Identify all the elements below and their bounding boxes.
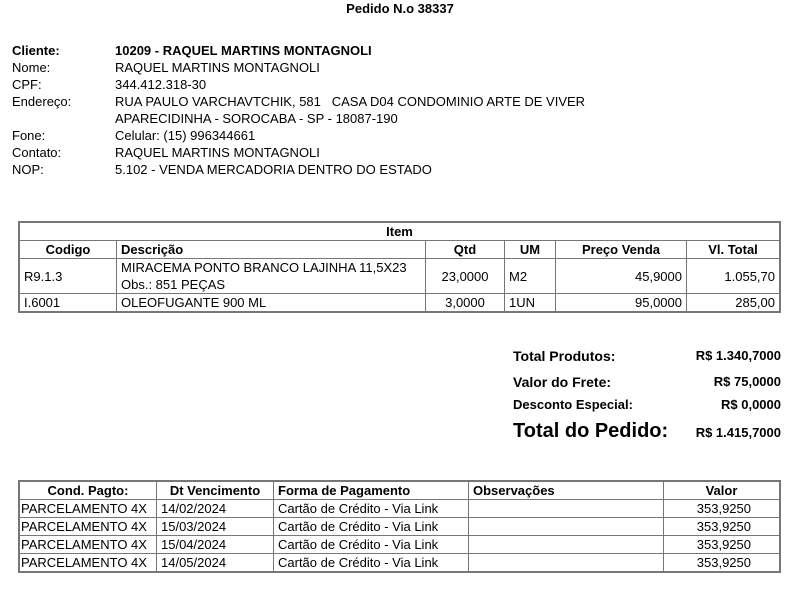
description: MIRACEMA PONTO BRANCO LAJINHA 11,5X23 [121, 260, 407, 275]
value: R$ 1.415,7000 [695, 425, 781, 440]
col-header: Vl. Total [687, 241, 781, 259]
cell-cond: PARCELAMENTO 4X [19, 554, 157, 573]
cell-valor: 353,9250 [664, 554, 781, 573]
value: R$ 1.340,7000 [695, 348, 781, 363]
cell-qtd: 3,0000 [426, 294, 505, 313]
col-header: Descrição [117, 241, 426, 259]
field-label: NOP: [12, 162, 44, 177]
items-caption: Item [19, 222, 780, 241]
cell-cond: PARCELAMENTO 4X [19, 536, 157, 554]
col-header: UM [505, 241, 556, 259]
cell-valor: 353,9250 [664, 500, 781, 518]
field-value: RAQUEL MARTINS MONTAGNOLI [115, 145, 320, 160]
cell-dt: 15/04/2024 [157, 536, 274, 554]
field-value: 344.412.318-30 [115, 77, 207, 92]
cell-obs [469, 500, 664, 518]
table-row [19, 500, 780, 518]
cell-preco: 95,0000 [556, 294, 687, 313]
desconto-especial [513, 397, 781, 412]
cell-dt: 14/05/2024 [157, 554, 274, 573]
cell-descricao [117, 259, 426, 294]
client-row [12, 144, 585, 161]
client-row [12, 76, 585, 93]
cell-um: 1UN [505, 294, 556, 313]
cell-codigo: I.6001 [19, 294, 117, 313]
field-value: RUA PAULO VARCHAVTCHIK, 581 CASA D04 CONDOMINIO ARTE DE VIVER [115, 94, 586, 109]
cell-um: M2 [505, 259, 556, 294]
field-label: Cliente: [12, 43, 60, 58]
col-header: Observações [469, 481, 664, 500]
field-value: 5.102 - VENDA MERCADORIA DENTRO DO ESTADO [115, 162, 432, 177]
cell-cond: PARCELAMENTO 4X [19, 518, 157, 536]
client-info [12, 42, 585, 178]
client-row [12, 110, 585, 127]
field-label: Fone: [12, 128, 46, 143]
field-label: Nome: [12, 60, 51, 75]
cell-codigo: R9.1.3 [19, 259, 117, 294]
col-header: Preço Venda [556, 241, 687, 259]
total-produtos [513, 348, 781, 364]
label: Desconto Especial: [513, 397, 633, 412]
client-row [12, 42, 585, 59]
col-header: Dt Vencimento [157, 481, 274, 500]
field-value: RAQUEL MARTINS MONTAGNOLI [115, 60, 320, 75]
client-row [12, 127, 585, 144]
observation: Obs.: 851 PEÇAS [121, 277, 226, 292]
label: Total do Pedido: [513, 420, 669, 442]
field-value: Celular: (15) 996344661 [115, 128, 256, 143]
field-label: Contato: [12, 145, 62, 160]
field-label [12, 110, 115, 127]
cell-obs [469, 518, 664, 536]
col-header: Codigo [19, 241, 117, 259]
col-header: Valor [664, 481, 781, 500]
cell-total: 285,00 [687, 294, 781, 313]
cell-obs [469, 554, 664, 573]
client-row [12, 161, 585, 178]
cell-forma: Cartão de Crédito - Via Link [274, 554, 469, 573]
page-title: Pedido N.o 38337 [346, 1, 454, 16]
cell-descricao: OLEOFUGANTE 900 ML [117, 294, 426, 313]
table-row [19, 554, 780, 573]
field-value: 10209 - RAQUEL MARTINS MONTAGNOLI [115, 43, 372, 58]
cell-total: 1.055,70 [687, 259, 781, 294]
cell-preco: 45,9000 [556, 259, 687, 294]
table-row [19, 294, 780, 313]
cell-dt: 14/02/2024 [157, 500, 274, 518]
col-header: Cond. Pagto: [19, 481, 157, 500]
cell-dt: 15/03/2024 [157, 518, 274, 536]
col-header: Forma de Pagamento [274, 481, 469, 500]
cell-forma: Cartão de Crédito - Via Link [274, 518, 469, 536]
table-row [19, 259, 780, 294]
field-label: CPF: [12, 77, 42, 92]
client-row [12, 93, 585, 110]
field-label: Endereço: [12, 94, 72, 109]
payments-table [18, 480, 781, 573]
value: R$ 75,0000 [713, 374, 781, 389]
total-pedido [513, 420, 781, 443]
items-table [18, 221, 781, 313]
cell-forma: Cartão de Crédito - Via Link [274, 500, 469, 518]
col-header: Qtd [426, 241, 505, 259]
value: R$ 0,0000 [721, 397, 781, 412]
cell-cond: PARCELAMENTO 4X [19, 500, 157, 518]
cell-valor: 353,9250 [664, 536, 781, 554]
cell-obs [469, 536, 664, 554]
cell-forma: Cartão de Crédito - Via Link [274, 536, 469, 554]
label: Total Produtos: [513, 348, 616, 364]
field-value: APARECIDINHA - SOROCABA - SP - 18087-190 [115, 111, 398, 126]
table-row [19, 518, 780, 536]
cell-qtd: 23,0000 [426, 259, 505, 294]
valor-frete [513, 374, 781, 390]
client-row [12, 59, 585, 76]
cell-valor: 353,9250 [664, 518, 781, 536]
table-row [19, 536, 780, 554]
label: Valor do Frete: [513, 374, 612, 390]
